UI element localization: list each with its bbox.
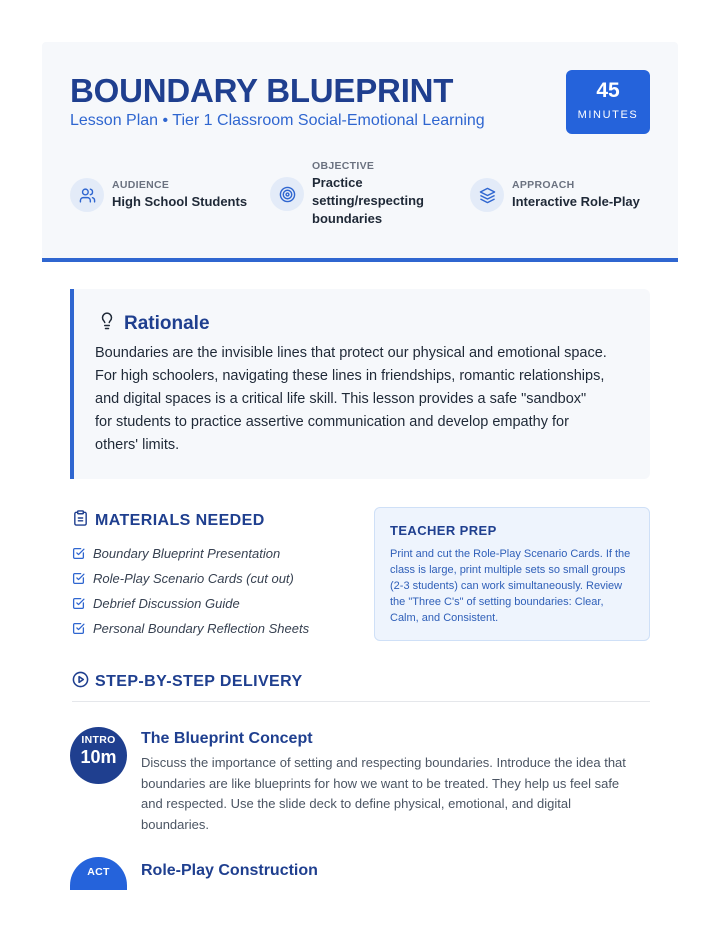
page-title: BOUNDARY BLUEPRINT [70,72,454,109]
materials-title: MATERIALS NEEDED [95,511,265,529]
rationale-line: For high schoolers, navigating these lines in friendships, romantic relationships, [95,368,605,384]
step-badge-intro [70,727,127,784]
rationale-card [70,289,650,479]
target-icon [270,177,304,211]
teacher-prep-line: class is large, print multiple sets so small groups [390,564,626,576]
meta-objective-line: setting/respecting [312,193,424,208]
step-description-line: boundaries. [141,816,209,832]
meta-audience-label: AUDIENCE [112,179,170,191]
step-badge-label: INTRO [81,734,116,746]
step-description-line: boundaries are like blueprints for how we want to be treated. They help us feel safe [141,775,620,791]
meta-approach-value: Interactive Role-Play [512,194,640,209]
meta-objective-line: boundaries [312,211,383,226]
meta-audience [70,178,247,212]
step-badge-act [70,857,127,890]
list-item [72,566,309,591]
checkbox-icon [72,622,85,635]
duration-badge [566,70,650,134]
rationale-title: Rationale [124,312,210,334]
step-title: Role-Play Construction [141,862,318,879]
lesson-header [42,42,678,262]
teacher-prep-card [374,507,650,641]
meta-objective-label: OBJECTIVE [312,160,375,172]
material-label: Boundary Blueprint Presentation [93,546,281,561]
step-badge-time: 10m [80,747,117,767]
teacher-prep-line: the "Three C's" of setting boundaries: Clear, [390,596,604,608]
step-title: The Blueprint Concept [141,730,313,747]
teacher-prep-line: Print and cut the Role-Play Scenario Cards. If the [390,548,631,560]
step-description [141,753,641,835]
material-label: Personal Boundary Reflection Sheets [93,621,310,636]
list-item [72,616,309,641]
users-icon [70,178,104,212]
meta-approach-label: APPROACH [512,179,575,191]
lightbulb-icon [98,311,116,336]
duration-unit: MINUTES [577,109,639,121]
step-badge-label: ACT [87,866,110,878]
page-subtitle: Lesson Plan • Tier 1 Classroom Social-Emotional Learning [70,112,485,129]
teacher-prep-title: TEACHER PREP [390,523,497,538]
meta-objective-line: Practice [312,175,363,190]
rationale-line: for students to practice assertive communication and develop empathy for [95,414,569,430]
teacher-prep-line: (2-3 students) can work simultaneously. Review [390,580,623,592]
meta-objective [270,160,424,228]
layers-icon [470,178,504,212]
rationale-text [95,342,635,457]
steps-title: STEP-BY-STEP DELIVERY [95,673,303,690]
materials-heading [72,509,265,532]
rationale-heading [98,311,210,336]
materials-list [72,541,309,641]
teacher-prep-text [390,546,640,626]
checkbox-icon [72,547,85,560]
section-divider [72,701,650,702]
material-label: Role-Play Scenario Cards (cut out) [93,571,294,586]
play-circle-icon [72,671,89,693]
meta-approach [470,178,640,212]
rationale-line: and digital spaces is a critical life skill. This lesson provides a safe "sandbox" [95,391,587,407]
meta-audience-value: High School Students [112,194,248,209]
list-item [72,591,309,616]
step-description-line: and respected. Use the slide deck to define physical, emotional, and digital [141,796,571,811]
checkbox-icon [72,597,85,610]
material-label: Debrief Discussion Guide [93,596,240,611]
clipboard-icon [72,509,89,532]
step-description-line: Discuss the importance of setting and respecting boundaries. Introduce the idea that [141,755,626,770]
steps-heading [72,671,303,693]
rationale-line: Boundaries are the invisible lines that protect our physical and emotional space. [95,345,607,361]
duration-value: 45 [596,79,620,102]
checkbox-icon [72,572,85,585]
rationale-line: others' limits. [95,437,180,453]
teacher-prep-line: Calm, and Consistent. [390,612,499,624]
list-item [72,541,309,566]
